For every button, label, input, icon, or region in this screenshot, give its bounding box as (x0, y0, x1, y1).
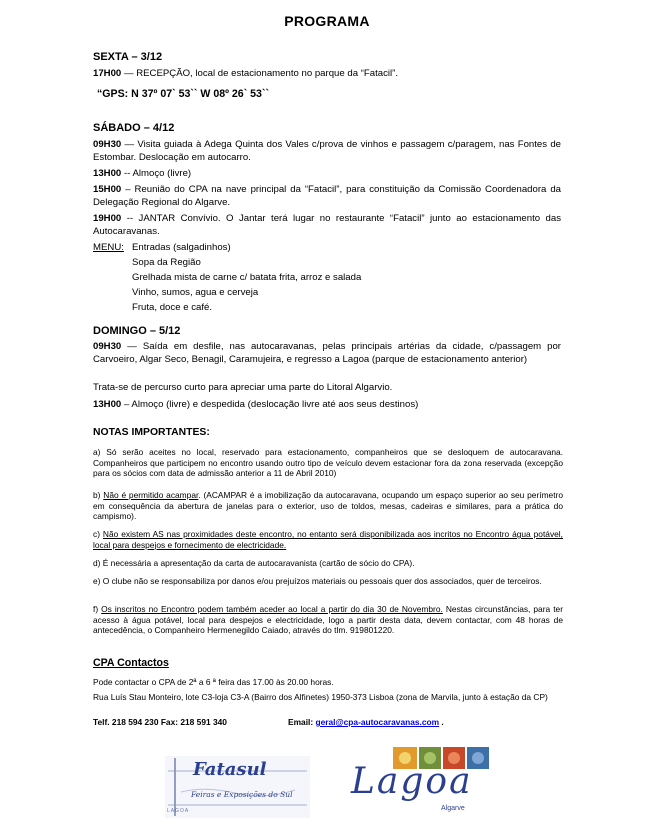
note-c (93, 529, 563, 550)
note-f-underlined: Os inscritos no Encontro podem também aceder ao local a partir do dia 30 de Novembro. (101, 604, 443, 614)
note-b-rest: . (ACAMPAR é a imobilização da autocaravana, ocupando um espaço superior ao seu perímetro em consequência da abertura de janelas para o exterior, uso de toldos, mesas, cadeiras e similares, para a prática do campismo). (93, 490, 563, 522)
menu-item: Entradas (salgadinhos) (132, 242, 231, 253)
sunday-time-1: 09H30 (93, 341, 122, 352)
saturday-text-3: – Reunião do CPA na nave principal da “Fatacil”, para constituição da Comissão Coordenadora da Delegação Regional do Algarve. (93, 184, 561, 208)
sunday-item-1 (93, 341, 561, 366)
email-label: Email: (288, 717, 316, 727)
sunday-heading: DOMINGO – 5/12 (93, 325, 181, 337)
sunday-item-2 (93, 382, 561, 395)
email-link[interactable]: geral@cpa-autocaravanas.com (315, 717, 440, 727)
sunday-text-2: Trata-se de percurso curto para apreciar uma parte do Litoral Algarvio. (93, 382, 393, 393)
saturday-heading: SÁBADO – 4/12 (93, 122, 175, 134)
menu-item: Grelhada mista de carne c/ batata frita, arroz e salada (132, 272, 362, 283)
email-suffix: . (439, 717, 444, 727)
fatasul-small-label: LAGOA (167, 808, 190, 814)
note-f-rest: Nestas circunstâncias, para ter acesso à água potável, local para despejos e electricidade, logo a partir desta data, devem contactar, com 48 horas de antecedência, o Companheiro Hermenegildo Caiado, através do tlm. 919801220. (93, 604, 563, 636)
gps-west-label: W (200, 88, 211, 100)
friday-item (93, 68, 398, 81)
fatasul-logo (165, 756, 310, 818)
note-d: d) É necessária a apresentação da carta de autocaravanista (cartão de sócio do CPA). (93, 558, 415, 568)
note-c-underlined: Não existem AS nas proximidades deste encontro, no entanto será disponibilizada aos incritos no Encontro água potável, local para despejos e fornecimento de electricidade. (93, 529, 563, 550)
menu-item: Vinho, sumos, agua e cerveja (132, 287, 259, 298)
contacts-hours: Pode contactar o CPA de 2ª a 6 ª feira das 17.00 às 20.00 horas. (93, 677, 334, 687)
sunday-text-3: – Almoço (livre) e despedida (deslocação livre até aos seus destinos) (121, 399, 419, 410)
lagoa-subtitle: Algarve (441, 805, 465, 812)
friday-heading: SEXTA – 3/12 (93, 51, 163, 63)
friday-time: 17H00 (93, 68, 122, 79)
saturday-item-1 (93, 139, 561, 164)
lagoa-name: Lagoa (351, 761, 473, 802)
page-title: PROGRAMA (284, 13, 370, 29)
notes-heading: NOTAS IMPORTANTES: (93, 427, 210, 438)
saturday-text-1: — Visita guiada à Adega Quinta dos Vales c/prova de vinhos e passagem c/paragem, nas Fontes de Estombar. Deslocação em autocarro. (93, 139, 561, 163)
saturday-item-3 (93, 184, 561, 209)
sunday-text-1: — Saída em desfile, nas autocaravanas, pelas principais artérias da cidade, c/passagem por Carvoeiro, Algar Seco, Benagil, Caramujeira, e regresso a Lagoa (parque de estacionamento anterior) (93, 341, 561, 365)
menu-item: Fruta, doce e café. (132, 302, 212, 313)
gps-west: 08º 26` 53`` (210, 88, 270, 100)
sunday-item-3 (93, 399, 561, 412)
lagoa-logo (345, 745, 500, 815)
friday-text: — RECEPÇÃO, local de estacionamento no parque da “Fatacil”. (121, 68, 399, 79)
saturday-item-4 (93, 213, 561, 238)
gps-label: “GPS: N (97, 88, 139, 100)
note-b-prefix: b) (93, 490, 104, 500)
note-c-prefix: c) (93, 529, 103, 539)
contacts-heading: CPA Contactos (93, 657, 169, 669)
contacts-phone: Telf. 218 594 230 Fax: 218 591 340 (93, 717, 227, 727)
note-a: a) Só serão aceites no local, reservado para estacionamento, companheiros que se desloquem de autocaravana. Companheiros que participem no encontro usando outro tipo de veículo devem estacionar fora da zona reservada (excepção para os sócios com data de admissão anterior a 11 de Abril 2010) (93, 447, 563, 479)
gps-north: 37º 07` 53`` (138, 88, 201, 100)
saturday-text-2: -- Almoço (livre) (121, 168, 192, 179)
saturday-time-2: 13H00 (93, 168, 122, 179)
fatasul-name: Fatasul (193, 759, 267, 780)
fatasul-tagline: Feiras e Exposições do Sul (191, 790, 293, 799)
sunday-time-3: 13H00 (93, 399, 122, 410)
contacts-email-line (288, 717, 444, 728)
saturday-time-4: 19H00 (93, 213, 122, 224)
saturday-time-3: 15H00 (93, 184, 122, 195)
note-f-prefix: f) (93, 604, 102, 614)
saturday-text-4: -- JANTAR Convívio. O Jantar terá lugar no restaurante “Fatacil” junto ao estacionamento das Autocaravanas. (93, 213, 561, 237)
menu-item: Sopa da Região (132, 257, 201, 268)
note-b (93, 490, 563, 522)
saturday-item-2 (93, 168, 561, 181)
note-f (93, 604, 563, 636)
gps-coordinates (97, 88, 269, 100)
note-e: e) O clube não se responsabiliza por danos e/ou prejuízos materiais ou pessoais quer dos associados, quer de terceiros. (93, 576, 542, 586)
menu-label: MENU: (93, 242, 124, 253)
saturday-time-1: 09H30 (93, 139, 122, 150)
contacts-address: Rua Luís Stau Monteiro, lote C3-loja C3-A (Bairro dos Alfinetes) 1950-373 Lisboa (zona de Marvila, junto à estação da CP) (93, 692, 548, 702)
note-b-underlined: Não é permitido acampar (103, 490, 199, 500)
